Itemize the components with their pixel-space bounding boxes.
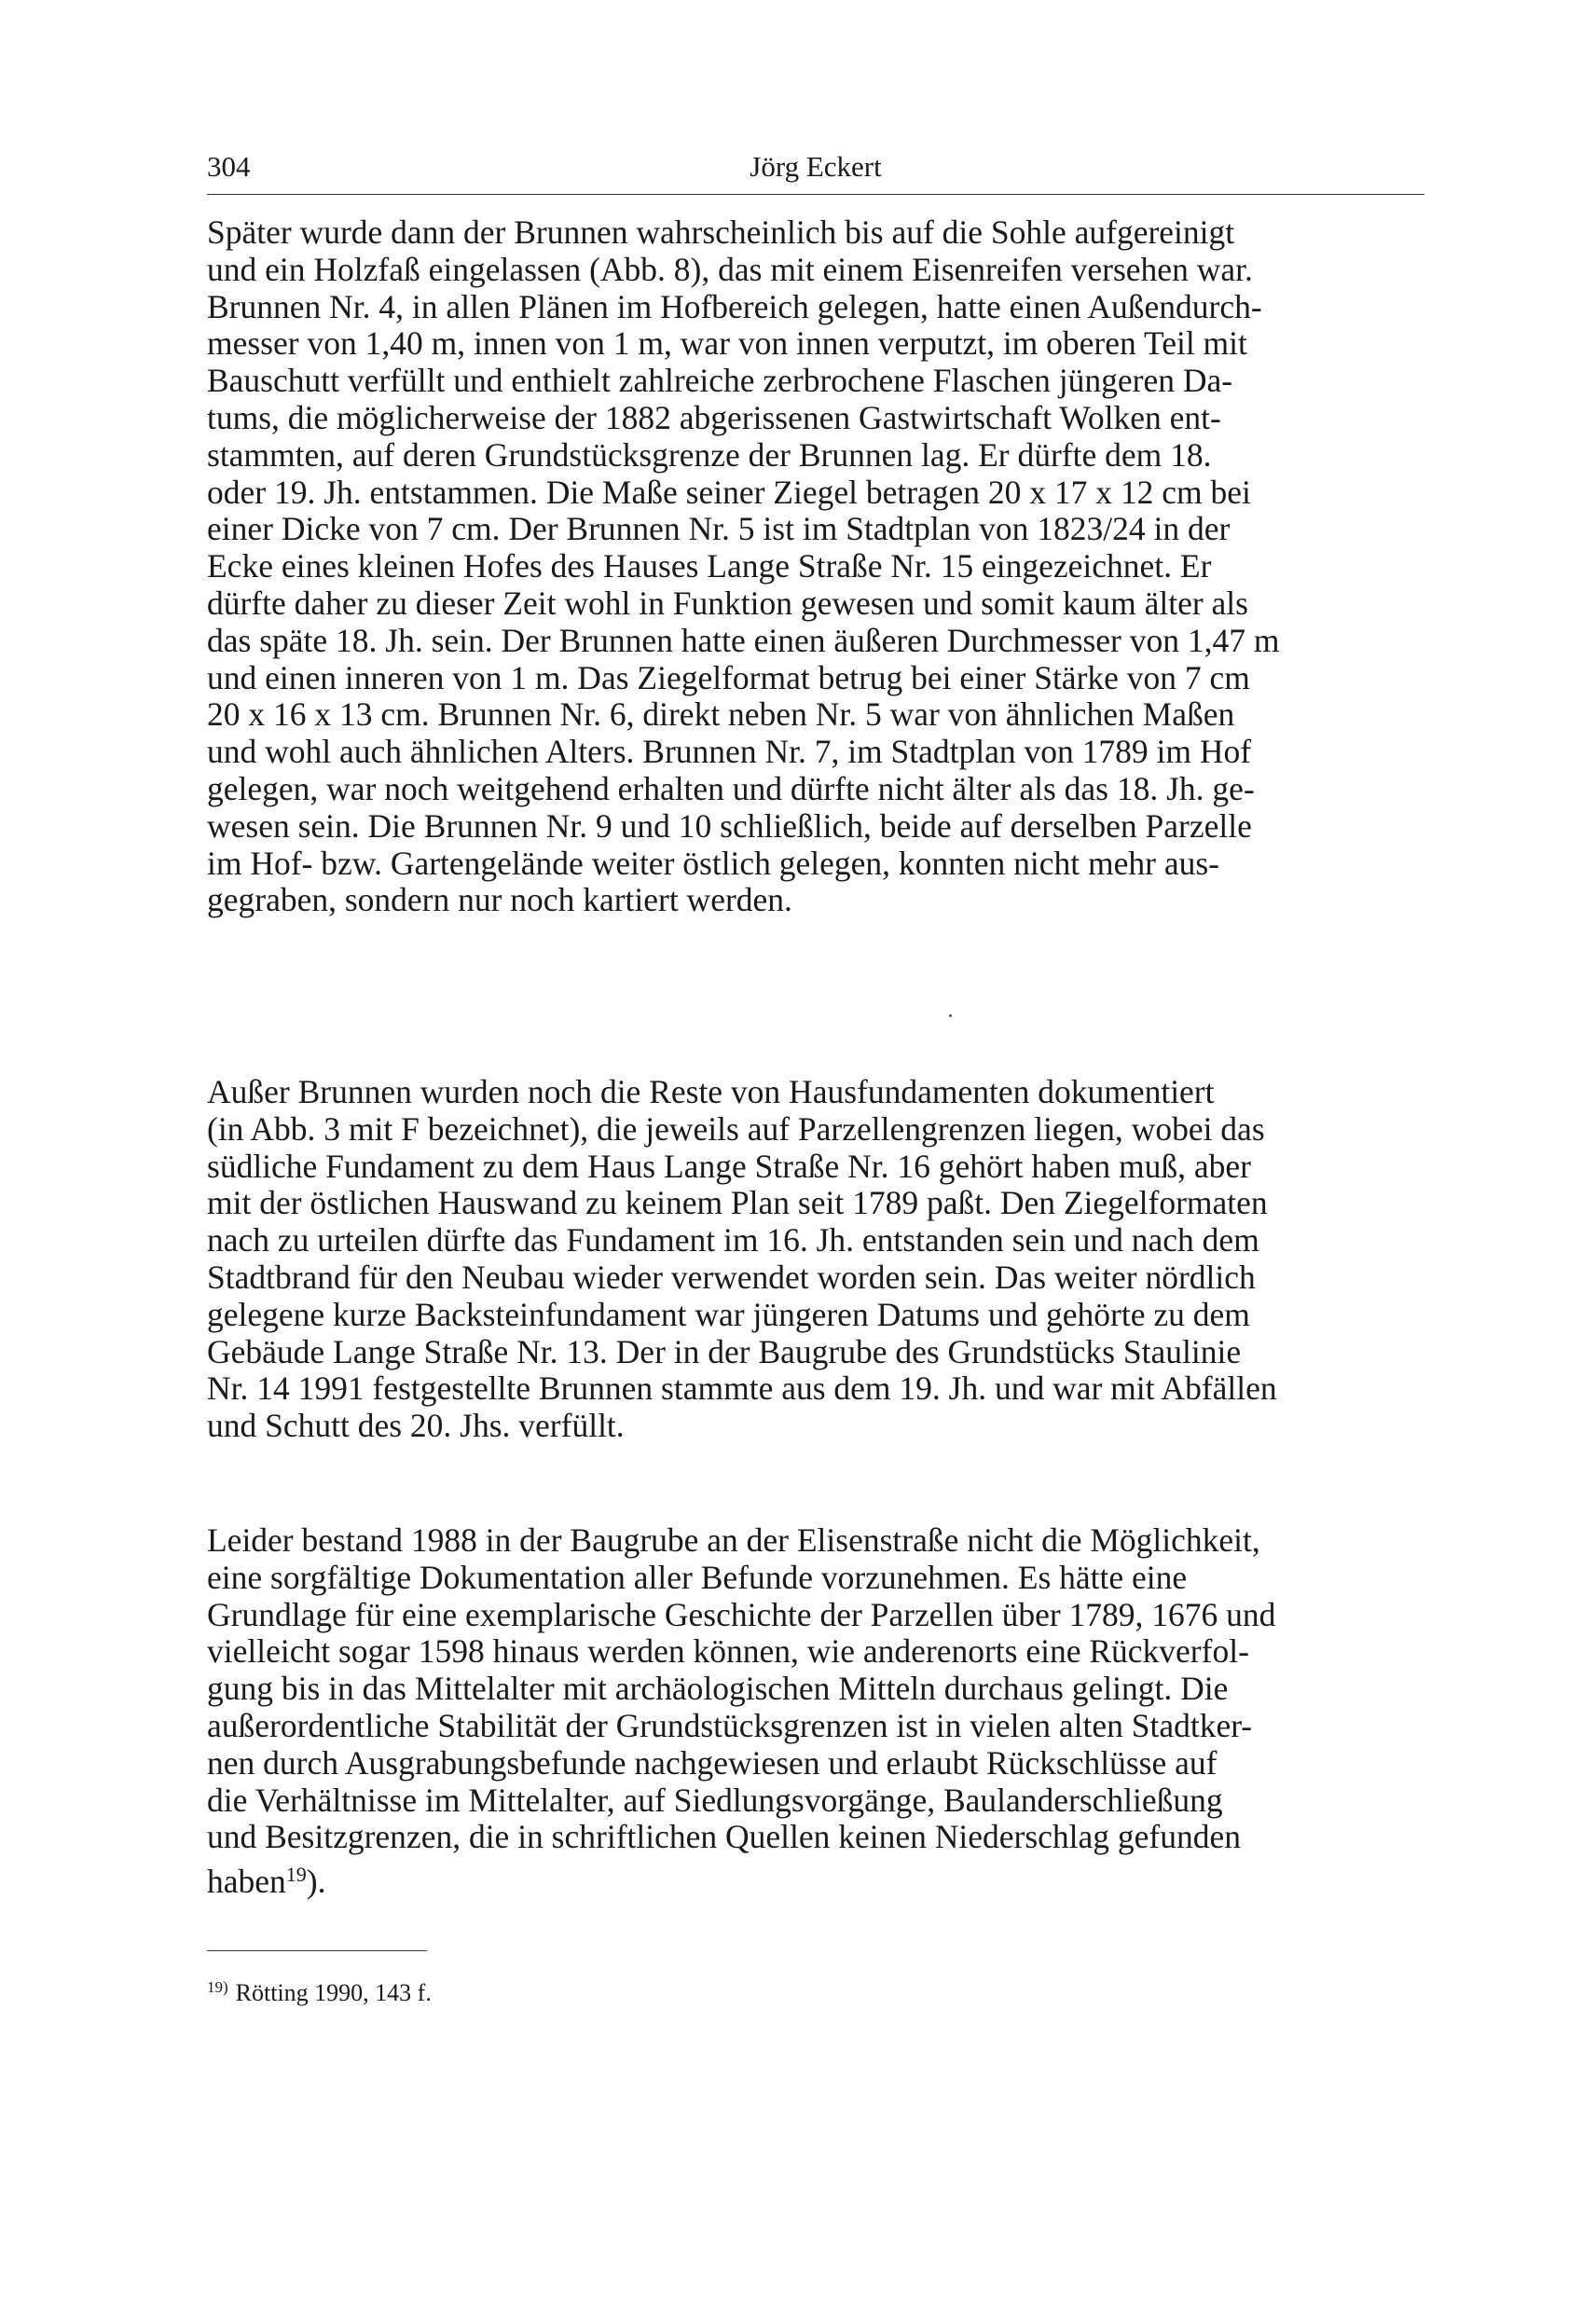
- text-line: messer von 1,40 m, innen von 1 m, war von innen verputzt, im oberen Teil mit: [207, 325, 1247, 363]
- footnote-divider: [207, 1950, 427, 1951]
- text-line: dürfte daher zu dieser Zeit wohl in Funktion gewesen und somit kaum älter als: [207, 585, 1248, 622]
- text-line: und Schutt des 20. Jhs. verfüllt.: [207, 1408, 625, 1445]
- text-line: einer Dicke von 7 cm. Der Brunnen Nr. 5 ist im Stadtplan von 1823/24 in der: [207, 511, 1231, 548]
- text-line: mit der östlichen Hauswand zu keinem Plan seit 1789 paßt. Den Ziegelformaten: [207, 1185, 1268, 1222]
- text-line: südliche Fundament zu dem Haus Lange Straße Nr. 16 gehört haben muß, aber: [207, 1148, 1251, 1185]
- text-line: 20 x 16 x 13 cm. Brunnen Nr. 6, direkt neben Nr. 5 war von ähnlichen Maßen: [207, 696, 1235, 734]
- last-line-text: haben: [207, 1863, 286, 1901]
- text-line: und Besitzgrenzen, die in schriftlichen Quellen keinen Niederschlag gefunden: [207, 1819, 1241, 1856]
- text-line: Ecke eines kleinen Hofes des Hauses Lange Straße Nr. 15 eingezeichnet. Er: [207, 548, 1212, 585]
- text-line: Grundlage für eine exemplarische Geschichte der Parzellen über 1789, 1676 und: [207, 1596, 1276, 1633]
- footnote-paren: ): [223, 1978, 228, 1996]
- footnote-reference[interactable]: 19: [285, 1863, 307, 1887]
- footnote-text: Rötting 1990, 143 f.: [235, 1979, 432, 2006]
- text-line: wesen sein. Die Brunnen Nr. 9 und 10 schließlich, beide auf derselben Parzelle: [207, 807, 1252, 845]
- page-header: [207, 147, 1424, 195]
- running-head: Jörg Eckert: [750, 150, 882, 183]
- text-line-last: [207, 1856, 1424, 1901]
- text-line: und wohl auch ähnlichen Alters. Brunnen Nr. 7, im Stadtplan von 1789 im Hof: [207, 734, 1252, 771]
- text-line: Außer Brunnen wurden noch die Reste von Hausfundamenten dokumentiert: [207, 1074, 1215, 1110]
- text-line: das späte 18. Jh. sein. Der Brunnen hatte einen äußeren Durchmesser von 1,47 m: [207, 622, 1280, 659]
- text-line: nen durch Ausgrabungsbefunde nachgewiesen und erlaubt Rückschlüsse auf: [207, 1744, 1218, 1782]
- last-line-suffix: ).: [306, 1863, 326, 1901]
- paragraph-foundations: [207, 1074, 1424, 1445]
- text-line: die Verhältnisse im Mittelalter, auf Siedlungsvorgänge, Baulanderschließung: [207, 1782, 1223, 1819]
- text-line: Bauschutt verfüllt und enthielt zahlreiche zerbrochene Flaschen jüngeren Da-: [207, 363, 1233, 400]
- text-line: außerordentliche Stabilität der Grundstücksgrenzen ist in vielen alten Stadtker-: [207, 1707, 1253, 1744]
- text-line: Brunnen Nr. 4, in allen Plänen im Hofbereich gelegen, hatte einen Außendurch-: [207, 288, 1262, 325]
- page-number: 304: [207, 150, 251, 183]
- footnote-number: 19: [207, 1978, 223, 1996]
- text-line: im Hof- bzw. Gartengelände weiter östlich gelegen, konnten nicht mehr aus-: [207, 845, 1219, 882]
- paragraph-wells: [207, 214, 1424, 919]
- text-line: Später wurde dann der Brunnen wahrscheinlich bis auf die Sohle aufgereinigt: [207, 214, 1235, 251]
- text-line: Gebäude Lange Straße Nr. 13. Der in der Baugrube des Grundstücks Staulinie: [207, 1333, 1242, 1370]
- text-line: nach zu urteilen dürfte das Fundament im 16. Jh. entstanden sein und nach dem: [207, 1222, 1259, 1259]
- text-line: gelegene kurze Backsteinfundament war jüngeren Datums und gehörte zu dem: [207, 1296, 1250, 1333]
- text-line: vielleicht sogar 1598 hinaus werden können, wie anderenorts eine Rückverfol-: [207, 1633, 1249, 1671]
- text-line: gung bis in das Mittelalter mit archäologischen Mitteln durchaus gelingt. Die: [207, 1671, 1229, 1708]
- text-line: Stadtbrand für den Neubau wieder verwendet worden sein. Das weiter nördlich: [207, 1259, 1256, 1296]
- text-line: eine sorgfältige Dokumentation aller Befunde vorzunehmen. Es hätte eine: [207, 1559, 1188, 1596]
- text-line: gegraben, sondern nur noch kartiert werden.: [207, 882, 792, 919]
- text-line: (in Abb. 3 mit F bezeichnet), die jeweils auf Parzellengrenzen liegen, wobei das: [207, 1110, 1265, 1148]
- paragraph-documentation: [207, 1522, 1424, 1901]
- footnote: [207, 1973, 432, 2008]
- text-line: und einen inneren von 1 m. Das Ziegelformat betrug bei einer Stärke von 7 cm: [207, 659, 1250, 696]
- footnote-marker: [207, 1978, 228, 1996]
- text-line: Leider bestand 1988 in der Baugrube an der Elisenstraße nicht die Möglichkeit,: [207, 1522, 1260, 1559]
- text-line: Nr. 14 1991 festgestellte Brunnen stammte aus dem 19. Jh. und war mit Abfällen: [207, 1370, 1277, 1408]
- stray-ink-mark: [949, 1014, 952, 1017]
- text-line: stammten, auf deren Grundstücksgrenze der Brunnen lag. Er dürfte dem 18.: [207, 436, 1212, 474]
- text-line: und ein Holzfaß eingelassen (Abb. 8), das mit einem Eisenreifen versehen war.: [207, 251, 1253, 288]
- text-line: oder 19. Jh. entstammen. Die Maße seiner Ziegel betragen 20 x 17 x 12 cm bei: [207, 474, 1251, 511]
- text-line: gelegen, war noch weitgehend erhalten und dürfte nicht älter als das 18. Jh. ge-: [207, 770, 1255, 807]
- text-line: tums, die möglicherweise der 1882 abgerissenen Gastwirtschaft Wolken ent-: [207, 399, 1221, 436]
